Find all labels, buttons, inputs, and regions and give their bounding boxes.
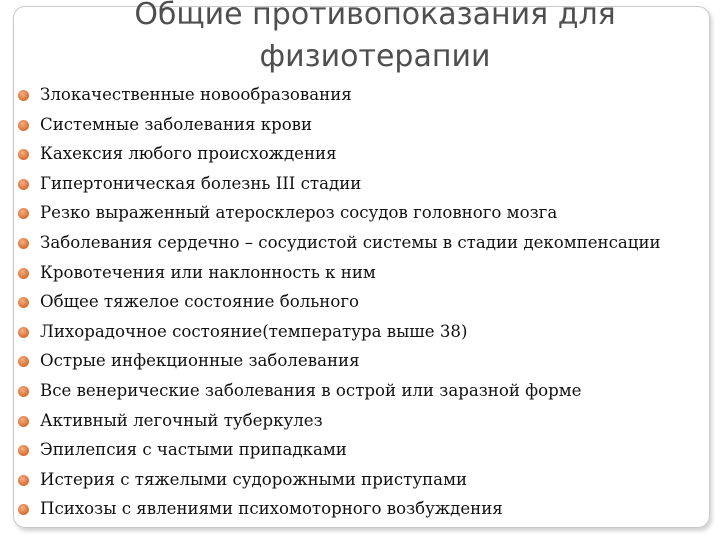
list-item-text: Злокачественные новообразования — [40, 85, 352, 104]
list-item-text: Общее тяжелое состояние больного — [40, 292, 360, 312]
bullet-icon — [18, 208, 29, 219]
bullet-icon — [18, 475, 29, 486]
list-item-text: Заболевания сердечно – сосудистой системы в стадии декомпенсации — [40, 232, 661, 252]
bullet-icon — [18, 356, 29, 367]
list-item — [18, 143, 661, 173]
list-item — [18, 380, 661, 410]
bullet-icon — [18, 120, 29, 131]
list-item-text: Кахексия любого происхождения — [40, 144, 337, 164]
list-item-text: Острые инфекционные заболевания — [40, 351, 360, 371]
list-item — [18, 469, 661, 499]
bullet-icon — [18, 445, 29, 456]
list-item — [18, 114, 661, 144]
bullet-icon — [18, 238, 29, 249]
list-item-text: Гипертоническая болезнь III стадии — [40, 173, 362, 193]
list-item — [18, 410, 661, 440]
bullet-icon — [18, 297, 29, 308]
list-item — [18, 439, 661, 469]
list-item — [18, 202, 661, 232]
contraindications-list — [18, 84, 661, 528]
list-item-text: Резко выраженный атеросклероз сосудов головного мозга — [40, 203, 558, 223]
list-item — [18, 498, 661, 528]
list-item-text: Все венерические заболевания в острой или заразной форме — [40, 380, 582, 400]
bullet-icon — [18, 268, 29, 279]
bullet-icon — [18, 386, 29, 397]
list-item-text: Системные заболевания крови — [40, 114, 313, 134]
list-item-text: Лихорадочное состояние(температура выше 38) — [40, 321, 468, 341]
list-item — [18, 84, 661, 114]
list-item-text: Активный легочный туберкулез — [40, 410, 323, 430]
list-item — [18, 350, 661, 380]
bullet-icon — [18, 179, 29, 190]
bullet-icon — [18, 149, 29, 160]
list-item-text: Эпилепсия с частыми припадками — [40, 440, 347, 460]
slide-title: Общие противопоказания для физиотерапии — [134, 0, 616, 74]
list-item-text: Психозы с явлениями психомоторного возбуждения — [40, 499, 503, 519]
bullet-icon — [18, 416, 29, 427]
list-item — [18, 291, 661, 321]
list-item — [18, 232, 661, 262]
list-item — [18, 173, 661, 203]
bullet-icon — [18, 327, 29, 338]
list-item-text: Кровотечения или наклонность к ним — [40, 262, 376, 282]
bullet-icon — [18, 90, 29, 101]
bullet-icon — [18, 504, 29, 515]
list-item-text: Истерия с тяжелыми судорожными приступами — [40, 469, 468, 489]
list-item — [18, 321, 661, 351]
list-item — [18, 262, 661, 292]
